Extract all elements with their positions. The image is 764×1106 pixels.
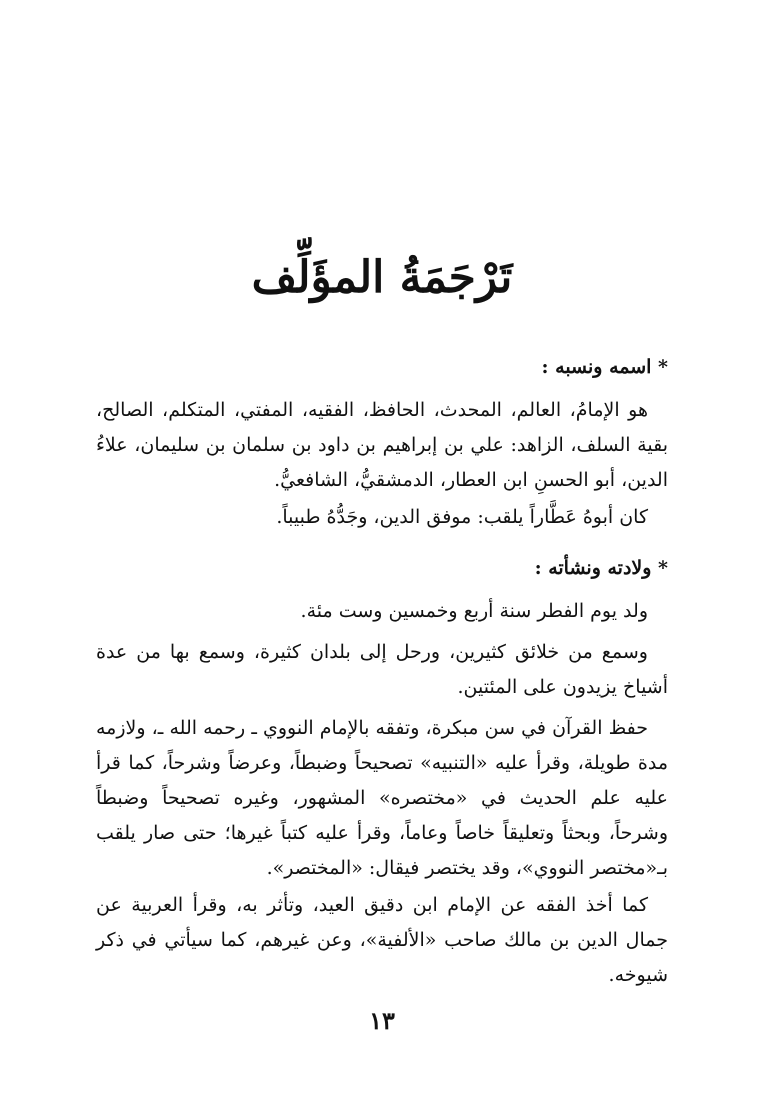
section-heading-birth-upbringing: * ولادته ونشأته : bbox=[534, 557, 668, 579]
paragraph-birth-1: ولد يوم الفطر سنة أربع وخمسين وست مئة. bbox=[300, 600, 648, 622]
page-number: ١٣ bbox=[369, 1006, 395, 1035]
page-title: تَرْجَمَةُ المؤَلِّف bbox=[251, 252, 513, 303]
page-content bbox=[96, 350, 668, 993]
section-heading-name-lineage: * اسمه ونسبه : bbox=[541, 356, 668, 378]
paragraph-birth-4: كما أخذ الفقه عن الإمام ابن دقيق العيد، وتأثر به، وقرأ العربية عن جمال الدين بن مالك صاحب «الألفية»، وعن غيرهم، كما سيأتي في ذكر شيوخه. bbox=[96, 894, 668, 986]
paragraph-name-lineage-1: هو الإمامُ، العالم، المحدث، الحافظ، الفقيه، المفتي، المتكلم، الصالح، بقية السلف، الزاهد: علي بن إبراهيم بن داود بن سلمان بن سليمان، علاءُ الدين، أبو الحسنِ ابن العطار، الدمشقيُّ، الشافعيُّ. bbox=[96, 399, 668, 491]
paragraph-birth-3: حفظ القرآن في سن مبكرة، وتفقه بالإمام النووي ـ رحمه الله ـ، ولازمه مدة طويلة، وقرأ عليه «التنبيه» تصحيحاً وضبطاً، وعرضاً وشرحاً، كما قرأ عليه علم الحديث في «مختصره» المشهور، وغيره تصحيحاً وضبطاً وشرحاً، وبحثاً وتعليقاً خاصاً وعاماً، وقرأ عليه كتباً غيرها؛ حتى صار يلقب بـ«مختصر النووي»، وقد يختصر فيقال: «المختصر». bbox=[96, 717, 668, 879]
paragraph-birth-2: وسمع من خلائق كثيرين، ورحل إلى بلدان كثيرة، وسمع بها من عدة أشياخ يزيدون على المئتين. bbox=[96, 641, 668, 698]
paragraph-name-lineage-2: كان أبوهُ عَطَّاراً يلقب: موفق الدين، وجَدُّهُ طبيباً. bbox=[276, 506, 648, 528]
